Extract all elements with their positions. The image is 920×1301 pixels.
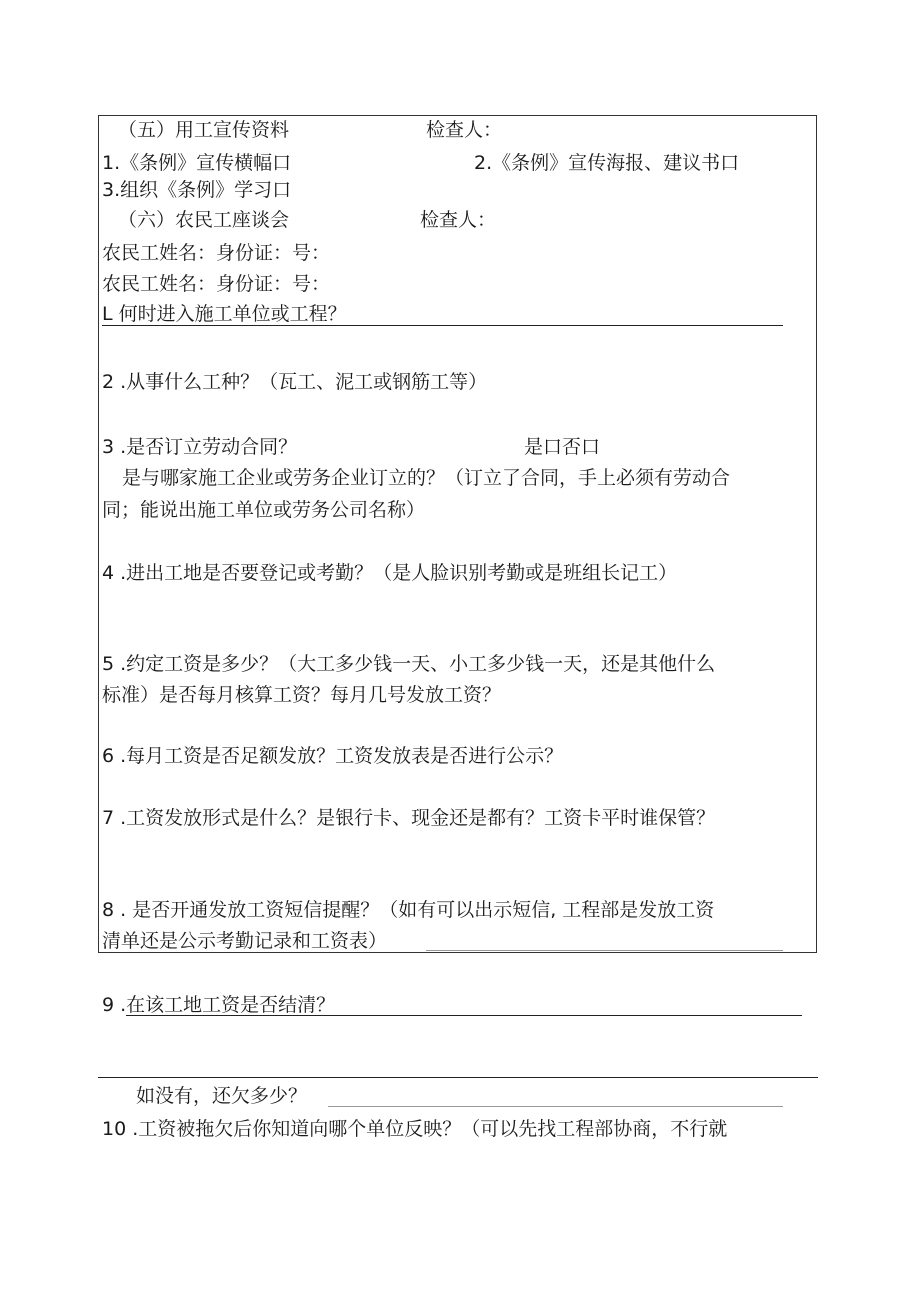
section5-item-poster: 2.《条例》宣传海报、建议书口 [474, 152, 740, 174]
question-10: 10 .工资被拖欠后你知道向哪个单位反映？（可以先找工程部协商，不行就 [102, 1118, 728, 1140]
question-5: 5 .约定工资是多少？（大工多少钱一天、小工多少钱一天，还是其他什么 [102, 653, 716, 675]
question-3-detail: 是与哪家施工企业或劳务企业订立的？（订立了合同，手上必须有劳动合 [122, 467, 731, 489]
question-9-followup-line [328, 1106, 783, 1107]
question-9: 9 .在该工地工资是否结清？ [102, 994, 336, 1016]
section5-item-study: 3.组织《条例》学习口 [102, 179, 292, 201]
section6-title: （六）农民工座谈会 [118, 209, 290, 231]
question-2: 2 .从事什么工种？（瓦工、泥工或钢筋工等） [102, 371, 488, 393]
worker-info-line-1: 农民工姓名：身份证：号： [102, 242, 331, 264]
question-9-answer-line [126, 1015, 802, 1016]
worker-info-line-2: 农民工姓名：身份证：号： [102, 273, 331, 295]
section5-inspector-label: 检查人： [426, 119, 503, 141]
section5-title: （五）用工宣传资料 [118, 119, 290, 141]
question-3-detail-cont: 同；能说出施工单位或劳务公司名称） [102, 499, 426, 521]
question-7: 7 .工资发放形式是什么？是银行卡、现金还是都有？工资卡平时谁保管？ [102, 807, 716, 829]
question-6: 6 .每月工资是否足额发放？工资发放表是否进行公示？ [102, 745, 564, 767]
question-8-cont: 清单还是公示考勤记录和工资表） [102, 930, 388, 952]
question-8: 8 . 是否开通发放工资短信提醒？（如有可以出示短信, 工程部是发放工资 [102, 899, 715, 921]
question-5-cont: 标准）是否每月核算工资？每月几号发放工资？ [102, 684, 502, 706]
question-3-options: 是口否口 [524, 436, 601, 458]
question-9-followup: 如没有，还欠多少？ [136, 1085, 308, 1107]
section6-inspector-label: 检查人： [420, 209, 497, 231]
section-divider [98, 1077, 818, 1078]
question-1-answer-line [102, 325, 783, 326]
question-8-answer-line [426, 950, 783, 951]
question-1: L 何时进入施工单位或工程？ [102, 303, 347, 325]
section5-item-banner: 1.《条例》宣传横幅口 [102, 152, 292, 174]
question-3: 3 .是否订立劳动合同？ [102, 436, 298, 458]
question-4: 4 .进出工地是否要登记或考勤？（是人脸识别考勤或是班组长记工） [102, 562, 678, 584]
